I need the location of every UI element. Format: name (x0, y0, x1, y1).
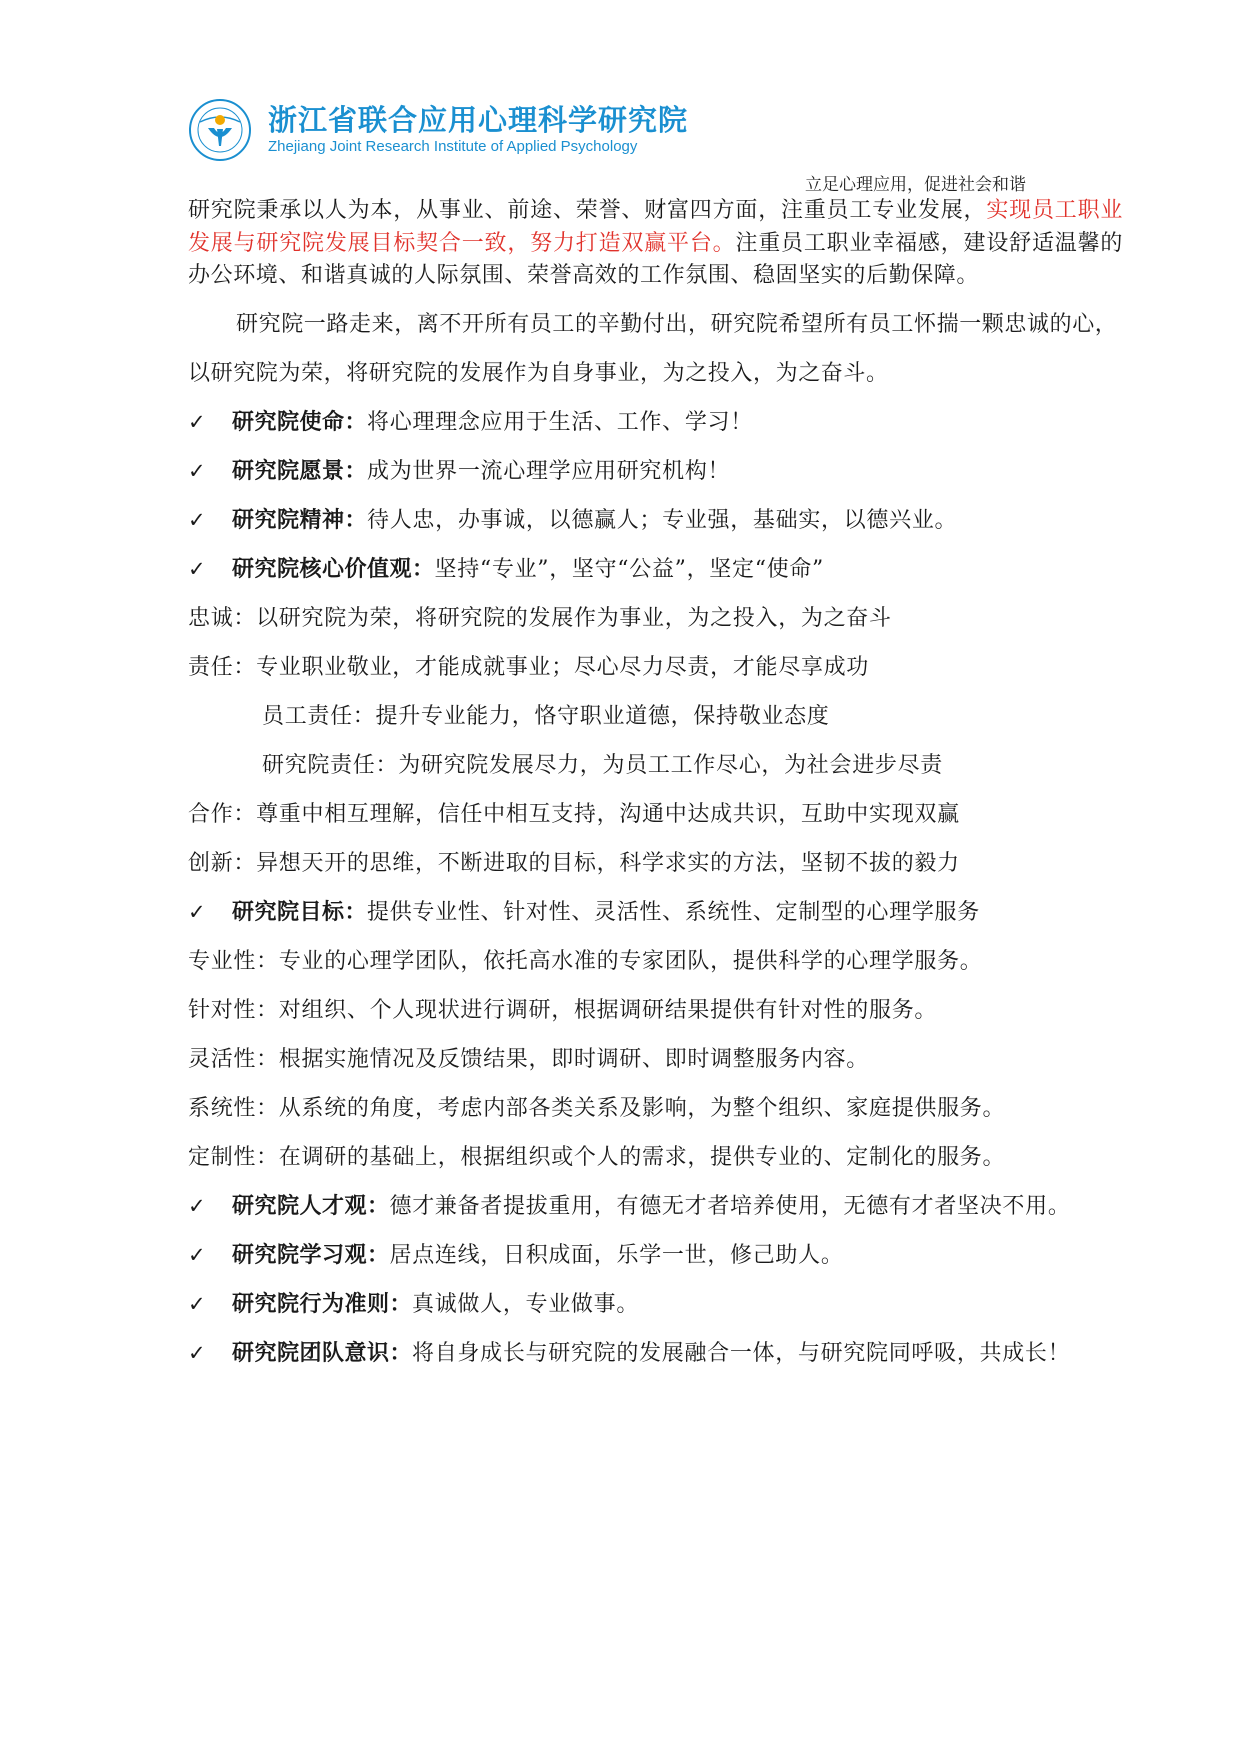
conduct-label: 研究院行为准则： (232, 1291, 413, 1317)
goal-item (188, 888, 1123, 937)
check-icon: ✓ (188, 556, 207, 581)
learning-label: 研究院学习观： (232, 1242, 390, 1268)
check-icon: ✓ (188, 899, 207, 924)
value-staff-responsibility: 员工责任：提升专业能力，恪守职业道德，保持敬业态度 (262, 703, 830, 729)
conduct-item (188, 1280, 1123, 1329)
institute-seal-icon (188, 98, 252, 162)
story-paragraph: 研究院一路走来，离不开所有员工的辛勤付出，研究院希望所有员工怀揣一颗忠诚的心，以研究院为荣，将研究院的发展作为自身事业，为之投入，为之奋斗。 (188, 311, 1118, 386)
intro-highlight: 实现员工职业发展与研究院发展目标契合一致，努力打造双赢平台。 (188, 198, 1123, 256)
spirit-label: 研究院精神： (232, 507, 368, 533)
team-text: 将自身成长与研究院的发展融合一体，与研究院同呼吸，共成长！ (412, 1340, 1071, 1366)
document-body (188, 195, 1123, 1378)
vision-text: 成为世界一流心理学应用研究机构！ (367, 458, 731, 484)
value-cooperation: 合作：尊重中相互理解，信任中相互支持，沟通中达成共识，互助中实现双赢 (188, 801, 960, 827)
logo-subtitle: Zhejiang Joint Research Institute of Applied Psychology (268, 138, 638, 155)
tagline: 立足心理应用，促进社会和谐 (805, 175, 1026, 195)
goal-label: 研究院目标： (232, 899, 368, 925)
talent-item (188, 1182, 1123, 1231)
mission-label: 研究院使命： (232, 409, 368, 435)
value-innovation: 创新：异想天开的思维，不断进取的目标，科学求实的方法，坚韧不拔的毅力 (188, 850, 960, 876)
core-values-label: 研究院核心价值观： (232, 556, 435, 582)
value-responsibility: 责任：专业职业敬业，才能成就事业；尽心尽力尽责，才能尽享成功 (188, 654, 870, 680)
vision-item (188, 447, 1123, 496)
check-icon: ✓ (188, 409, 207, 434)
vision-label: 研究院愿景： (232, 458, 368, 484)
spirit-text: 待人忠，办事诚，以德赢人；专业强，基础实，以德兴业。 (367, 507, 958, 533)
logo-title: 浙江省联合应用心理科学研究院 (268, 103, 689, 137)
spirit-item (188, 496, 1123, 545)
conduct-text: 真诚做人，专业做事。 (412, 1291, 640, 1317)
check-icon: ✓ (188, 1291, 207, 1316)
team-label: 研究院团队意识： (232, 1340, 413, 1366)
core-values-item (188, 545, 1123, 594)
goal-customized: 定制性：在调研的基础上，根据组织或个人的需求，提供专业的、定制化的服务。 (188, 1144, 1006, 1170)
value-loyalty: 忠诚：以研究院为荣，将研究院的发展作为事业，为之投入，为之奋斗 (188, 605, 892, 631)
goal-systematic: 系统性：从系统的角度，考虑内部各类关系及影响，为整个组织、家庭提供服务。 (188, 1095, 1006, 1121)
goal-text: 提供专业性、针对性、灵活性、系统性、定制型的心理学服务 (367, 899, 980, 925)
value-institute-responsibility: 研究院责任：为研究院发展尽力，为员工工作尽心，为社会进步尽责 (262, 752, 944, 778)
learning-item (188, 1231, 1123, 1280)
team-item (188, 1329, 1123, 1378)
goal-professional: 专业性：专业的心理学团队，依托高水准的专家团队，提供科学的心理学服务。 (188, 948, 983, 974)
talent-text: 德才兼备者提拔重用，有德无才者培养使用，无德有才者坚决不用。 (389, 1193, 1071, 1219)
talent-label: 研究院人才观： (232, 1193, 390, 1219)
mission-text: 将心理理念应用于生活、工作、学习！ (367, 409, 753, 435)
core-values-text: 坚持“专业”，坚守“公益”，坚定“使命” (434, 556, 824, 582)
intro-text: 研究院秉承以人为本，从事业、前途、荣誉、财富四方面，注重员工专业发展， (188, 198, 987, 223)
check-icon: ✓ (188, 1193, 207, 1218)
check-icon: ✓ (188, 1340, 207, 1365)
intro-text-after: 注重员工职业幸福感，建设舒适温馨的办公环境、和谐真诚的人际氛围、荣誉高效的工作氛围、稳固坚实的后勤保障。 (188, 230, 1123, 288)
mission-item (188, 398, 1123, 447)
page-header (188, 92, 1088, 172)
check-icon: ✓ (188, 507, 207, 532)
goal-targeted: 针对性：对组织、个人现状进行调研，根据调研结果提供有针对性的服务。 (188, 997, 938, 1023)
goal-flexible: 灵活性：根据实施情况及反馈结果，即时调研、即时调整服务内容。 (188, 1046, 870, 1072)
intro-paragraph (188, 195, 1123, 293)
check-icon: ✓ (188, 458, 207, 483)
learning-text: 居点连线，日积成面，乐学一世，修己助人。 (389, 1242, 844, 1268)
check-icon: ✓ (188, 1242, 207, 1267)
